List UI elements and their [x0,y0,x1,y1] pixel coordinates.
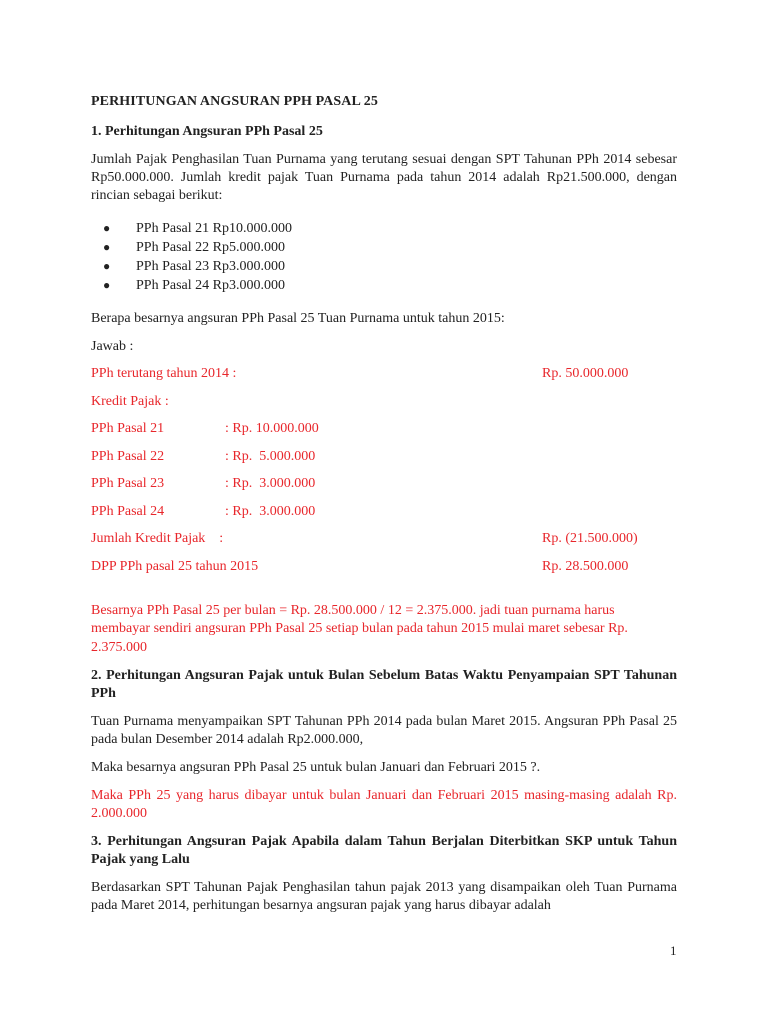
calc-row-pasal-23 [91,475,677,493]
calc-row-terutang [91,365,677,383]
calc-value: Rp. (21.500.000) [542,531,638,546]
calc-value: Rp. 28.500.000 [542,558,629,574]
section-2-heading: 2. Perhitungan Angsuran Pajak untuk Bulan Sebelum Batas Waktu Penyampaian SPT Tahunan PPh [91,668,677,701]
calc-value: : Rp. 3.000.000 [225,476,316,491]
calc-label: PPh Pasal 23 [91,476,165,491]
bullet-icon: ● [103,221,111,235]
section-2-answer: Maka PPh 25 yang harus dibayar untuk bulan Januari dan Februari 2015 masing-masing adalah Rp. 2.000.000 [91,788,677,821]
calc-row-pasal-24 [91,503,677,521]
section-1-conclusion: Besarnya PPh Pasal 25 per bulan = Rp. 28.500.000 / 12 = 2.375.000. jadi tuan purnama harus membayar sendiri angsuran PPh Pasal 25 setiap bulan pada tahun 2015 mulai maret sebesar Rp. 2.375.000 [91,602,628,655]
section-2-question: Maka besarnya angsuran PPh Pasal 25 untuk bulan Januari dan Februari 2015 ?. [91,760,541,775]
bullet-icon: ● [103,240,111,254]
document-title: PERHITUNGAN ANGSURAN PPH PASAL 25 [91,94,378,109]
calc-label: PPh terutang tahun 2014 : [91,366,237,381]
calc-row-pasal-21 [91,420,677,438]
calculation-block [91,365,677,576]
calc-label: PPh Pasal 22 [91,448,165,464]
calc-label: DPP PPh pasal 25 tahun 2015 [91,558,259,574]
section-1-question: Berapa besarnya angsuran PPh Pasal 25 Tuan Purnama untuk tahun 2015: [91,311,505,326]
calc-value: : Rp. 5.000.000 [225,448,316,464]
calc-label: PPh Pasal 21 [91,421,165,436]
calc-row-pasal-22 [91,448,677,466]
section-2-paragraph: Tuan Purnama menyampaikan SPT Tahunan PPh 2014 pada bulan Maret 2015. Angsuran PPh Pasal 25 pada bulan Desember 2014 adalah Rp2.000.000, [91,714,677,747]
calc-label: Jumlah Kredit Pajak : [91,531,224,546]
calc-value: : Rp. 3.000.000 [225,503,316,519]
section-3-paragraph: Berdasarkan SPT Tahunan Pajak Penghasilan tahun pajak 2013 yang disampaikan oleh Tuan Purnama pada Maret 2014, perhitungan besarnya angsuran pajak yang harus dibayar adalah [91,880,677,913]
calc-value: : Rp. 10.000.000 [225,421,319,436]
section-3-heading: 3. Perhitungan Angsuran Pajak Apabila dalam Tahun Berjalan Diterbitkan SKP untuk Tahun Pajak yang Lalu [91,834,677,867]
calc-row-dpp [91,558,677,576]
list-item: ● PPh Pasal 23 Rp3.000.000 [103,259,285,274]
bullet-icon: ● [103,259,111,273]
calc-row-jumlah [91,530,677,548]
calc-row-kredit-label [91,393,677,411]
list-item: ● PPh Pasal 24 Rp3.000.000 [103,278,285,293]
document-body [91,93,677,925]
section-1-intro: Jumlah Pajak Penghasilan Tuan Purnama yang terutang sesuai dengan SPT Tahunan PPh 2014 sebesar Rp50.000.000. Jumlah kredit pajak Tuan Purnama pada tahun 2014 adalah Rp21.500.000, dengan rincian sebagai berikut: [91,152,677,203]
calc-label: PPh Pasal 24 [91,503,165,519]
section-1-heading: 1. Perhitungan Angsuran PPh Pasal 25 [91,124,323,139]
list-item: ● PPh Pasal 21 Rp10.000.000 [103,221,292,236]
calc-value: Rp. 50.000.000 [542,366,629,381]
page-number: 1 [670,943,677,958]
kredit-pajak-list [91,219,677,295]
calc-label: Kredit Pajak : [91,393,169,409]
bullet-icon: ● [103,278,111,292]
answer-label: Jawab : [91,339,134,354]
list-item: ● PPh Pasal 22 Rp5.000.000 [103,240,285,255]
